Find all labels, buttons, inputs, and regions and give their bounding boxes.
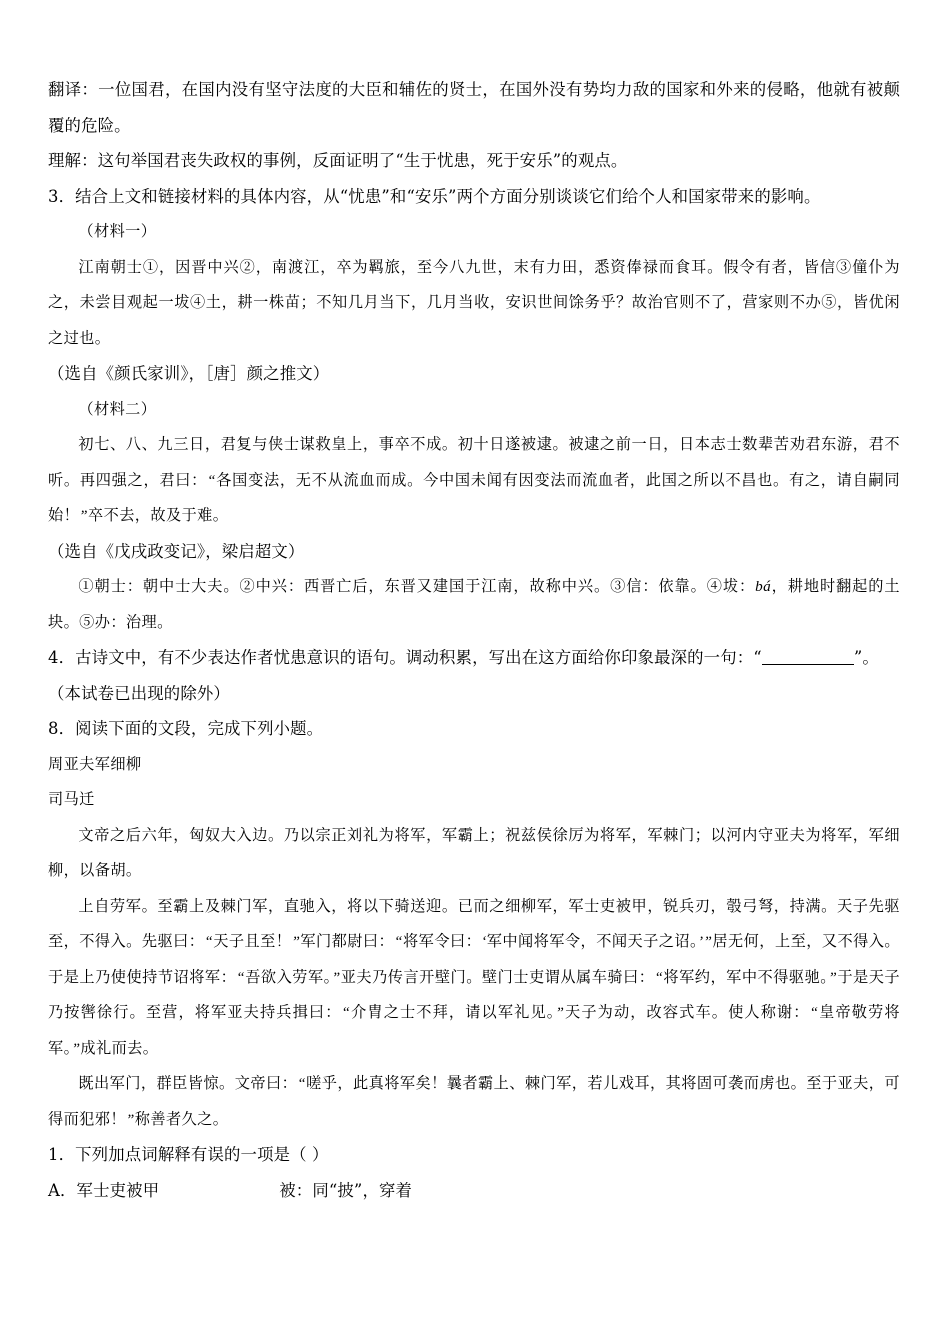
material-2-label: （材料二） [78, 400, 157, 418]
question-1: 1．下列加点词解释有误的一项是（ ） [48, 1145, 329, 1164]
understanding-paragraph: 理解：这句举国君丧失政权的事例，反面证明了“生于忧患，死于安乐”的观点。 [48, 151, 628, 170]
material-1-label: （材料一） [78, 223, 157, 240]
passage-paragraph-1: 文帝之后六年，匈奴大入边。乃以宗正刘礼为将军，军霸上；祝兹侯徐厉为将军，军棘门；以河内守亚夫为将军，军细柳，以备胡。 [48, 826, 900, 879]
question-4-text-after: ”。 [853, 648, 879, 667]
question-4-text-before: 4．古诗文中，有不少表达作者忧患意识的语句。调动积累，写出在这方面给你印象最深的一句：“ [48, 648, 762, 667]
material-1-text: 江南朝士①，因晋中兴②，南渡江，卒为羁旅，至今八九世，末有力田，悉资俸禄而食耳。假令有者，皆信③僮仆为之，未尝目观起一坺④土，耕一株苗；不知几月当下，几月当收，安识世间馀务乎？故治官则不了，营家则不办⑤，皆优闲之过也。 [48, 258, 900, 347]
passage-title: 周亚夫军细柳 [48, 755, 142, 773]
option-a-term: A．军士吏被甲 [48, 1180, 160, 1200]
question-8: 8．阅读下面的文段，完成下列小题。 [48, 719, 324, 738]
answer-blank[interactable] [762, 664, 854, 665]
material-2-source: （选自《戊戌政变记》，梁启超文） [48, 541, 305, 561]
question-1-option-a [48, 1173, 900, 1209]
question-4 [48, 640, 900, 676]
passage-paragraph-3: 既出军门，群臣皆惊。文帝曰：“嗟乎，此真将军矣！曩者霸上、棘门军，若儿戏耳，其将固可袭而虏也。至于亚夫，可得而犯邪！”称善者久之。 [48, 1075, 900, 1128]
question-3: 3．结合上文和链接材料的具体内容，从“忧患”和“安乐”两个方面分别谈谈它们给个人和国家带来的影响。 [48, 186, 821, 206]
material-1-source: （选自《颜氏家训》，［唐］颜之推文） [48, 364, 330, 383]
question-4-note: （本试卷已出现的除外） [48, 683, 230, 703]
material-2-text: 初七、八、九三日，君复与侠士谋救皇上，事卒不成。初十日遂被逮。被逮之前一日，日本志士数辈苦劝君东游，君不听。再四强之，君曰：“各国变法，无不从流血而成。今中国未闻有因变法而流血者，此国之所以不昌也。有之，请自嗣同始！”卒不去，故及于难。 [48, 436, 900, 524]
option-a-gloss: 被：同“披”，穿着 [279, 1180, 413, 1200]
passage-paragraph-2: 上自劳军。至霸上及棘门军，直驰入，将以下骑送迎。已而之细柳军，军士吏被甲，锐兵刃，彀弓弩，持满。天子先驱至，不得入。先驱曰：“天子且至！”军门都尉曰：“将军令曰：‘军中闻将军令，不闻天子之诏。’”居无何，上至，又不得入。于是上乃使使持节诏将军：“吾欲入劳军。”亚夫乃传言开壁门。壁门士吏谓从属车骑曰：“将军约，军中不得驱驰。”于是天子乃按辔徐行。至营，将军亚夫持兵揖曰：“介胄之士不拜，请以军礼见。”天子为动，改容式车。使人称谢：“皇帝敬劳将军。”成礼而去。 [48, 897, 900, 1057]
passage-author: 司马迁 [48, 791, 95, 808]
translation-paragraph: 翻译：一位国君，在国内没有坚守法度的大臣和辅佐的贤士，在国外没有势均力敌的国家和外来的侵略，他就有被颠覆的危险。 [48, 80, 900, 135]
material-notes: ①朝士：朝中士大夫。②中兴：西晋亡后，东晋又建国于江南，故称中兴。③信：依靠。④坺：bá，耕地时翻起的土块。⑤办：治理。 [48, 578, 900, 631]
